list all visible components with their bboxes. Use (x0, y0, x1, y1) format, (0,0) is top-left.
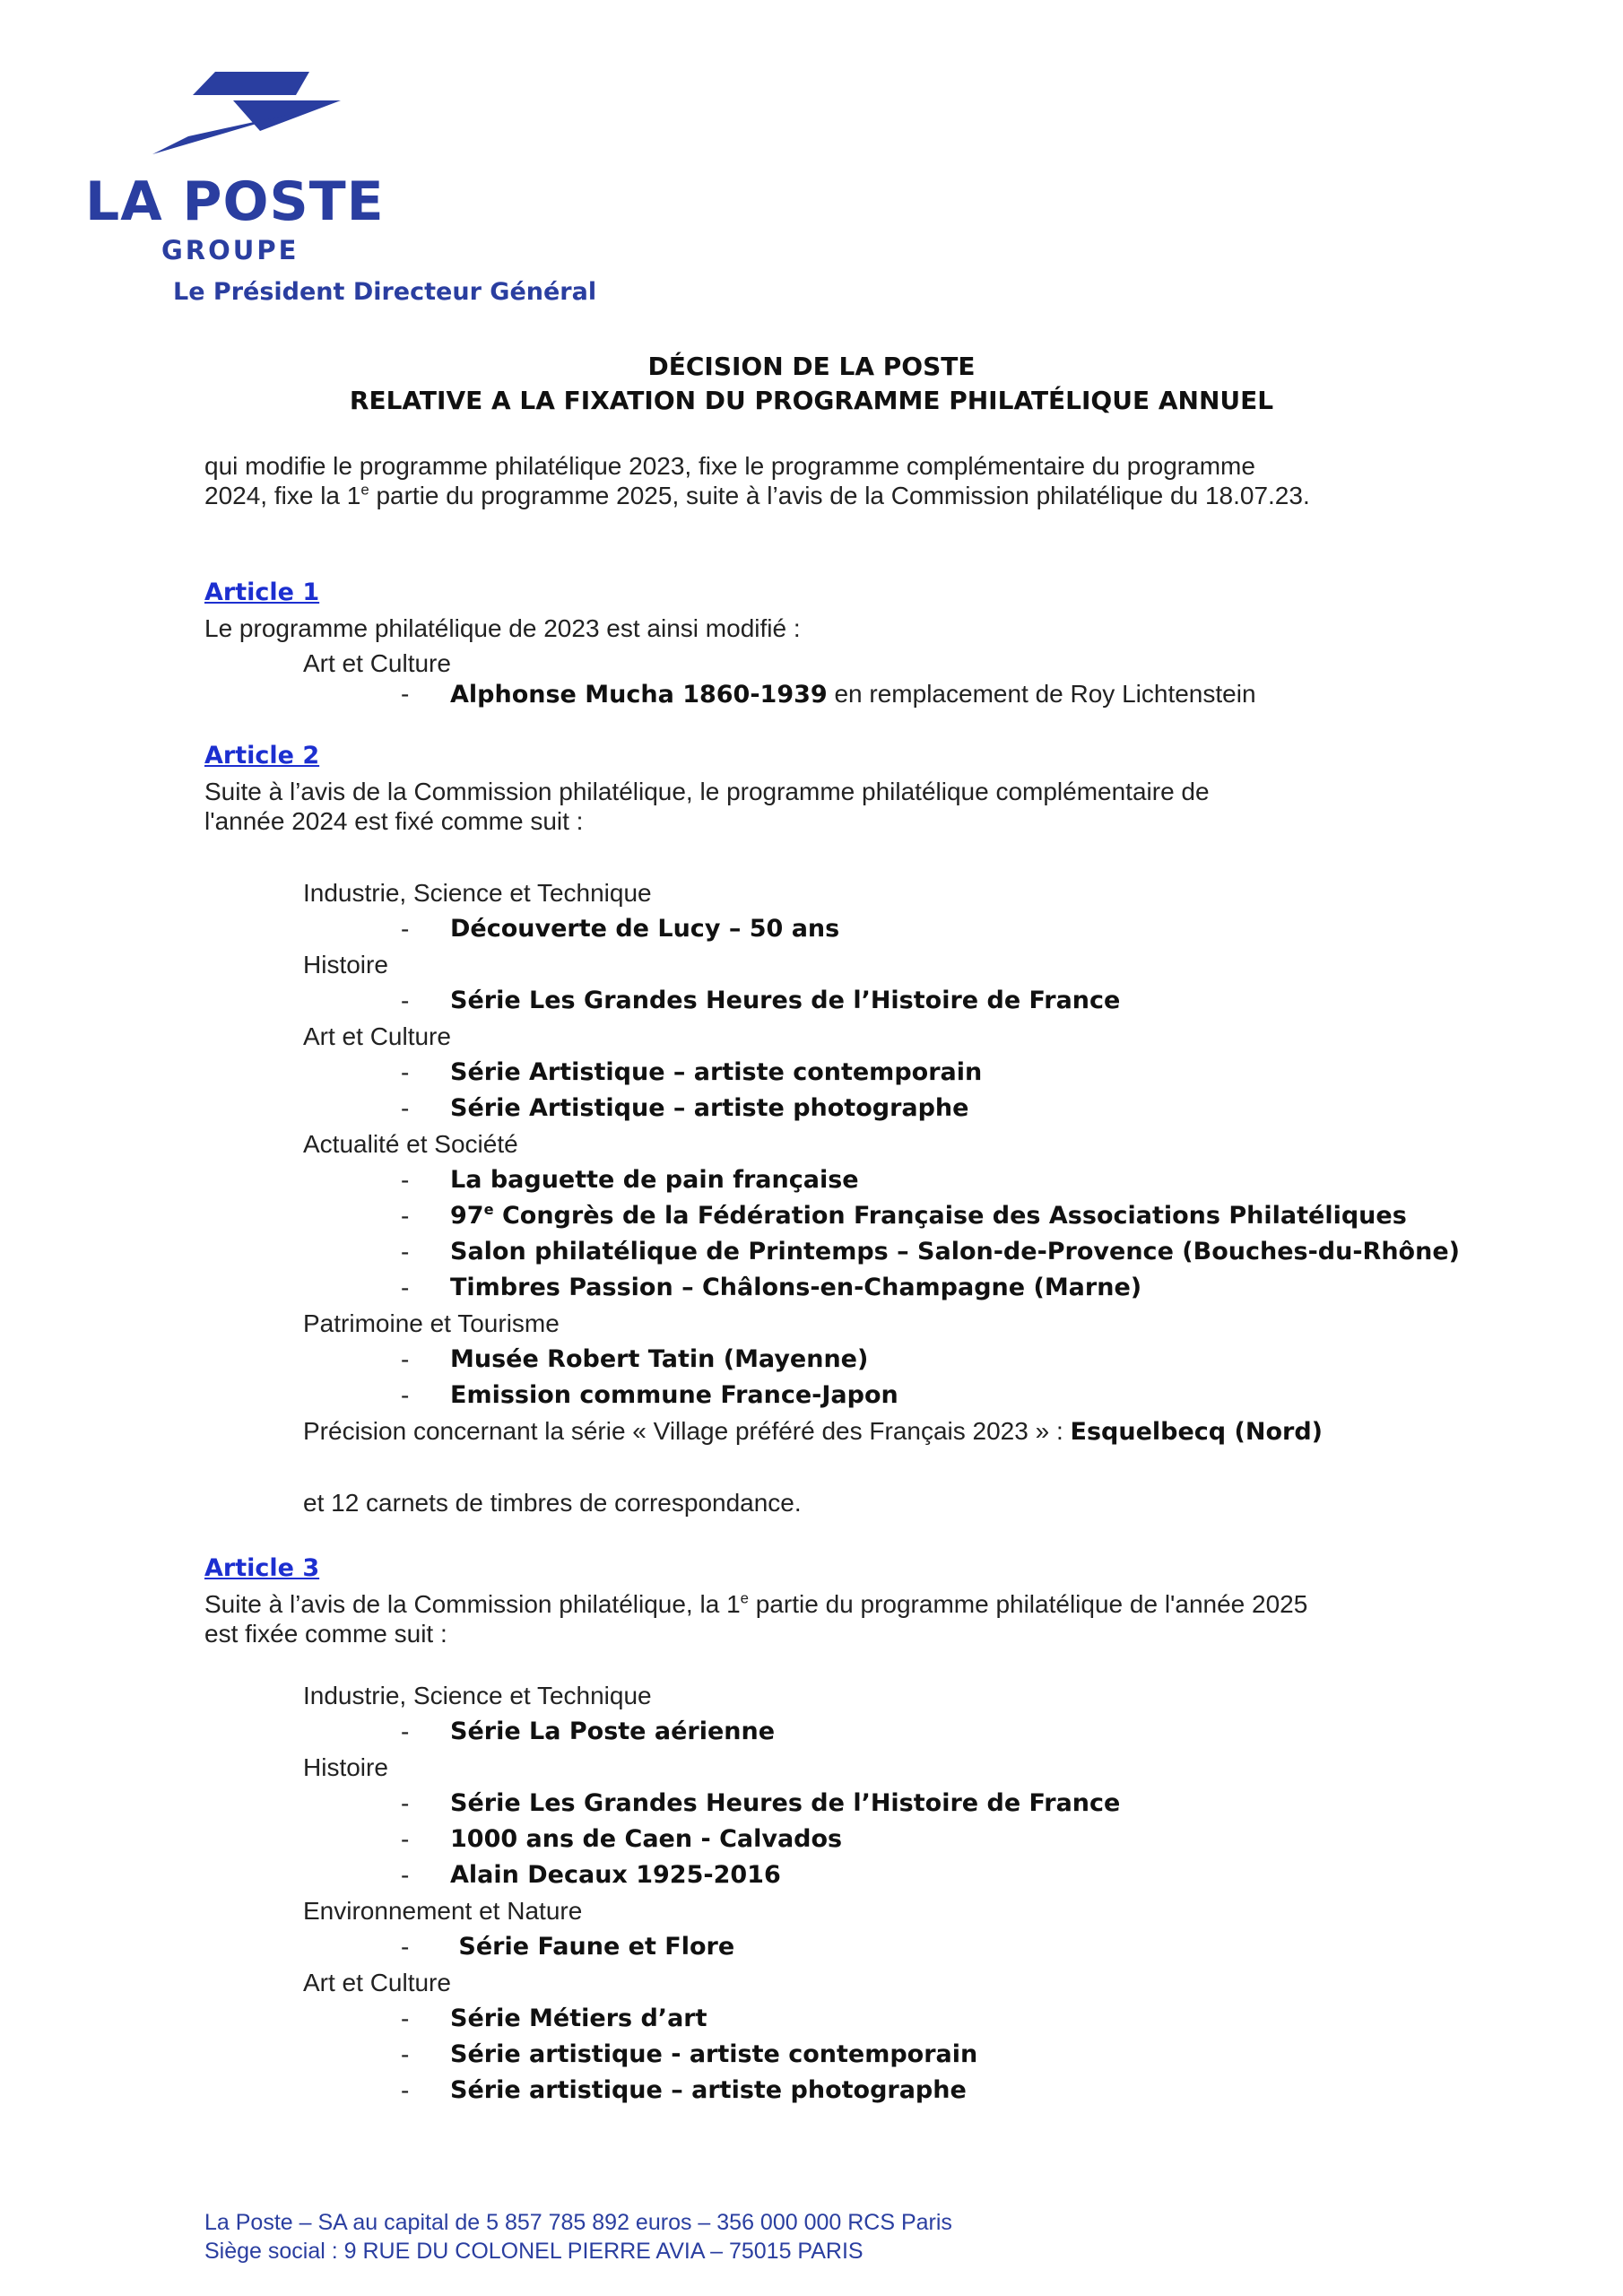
list-item: Salon philatélique de Printemps – Salon-de-Provence (Bouches-du-Rhône) (450, 1238, 1460, 1265)
article-2-category-actualite: Actualité et Société (303, 1130, 518, 1158)
list-dash: - (401, 680, 410, 708)
list-item: Série La Poste aérienne (450, 1718, 776, 1745)
article-3-category-environnement: Environnement et Nature (303, 1897, 583, 1925)
footer-company-info: La Poste – SA au capital de 5 857 785 892 euros – 356 000 000 RCS Paris (204, 2210, 952, 2235)
article-3-category-art: Art et Culture (303, 1969, 451, 1996)
article-1-item: Alphonse Mucha 1860-1939 en remplacement de Roy Lichtenstein (450, 680, 1256, 709)
list-dash: - (401, 1345, 410, 1373)
list-item: Série Les Grandes Heures de l’Histoire de France (450, 987, 1121, 1014)
article-2-category-industrie: Industrie, Science et Technique (303, 879, 652, 907)
list-item: Série Faune et Flore (450, 1933, 735, 1961)
article-2-precision: Précision concernant la série « Village préféré des Français 2023 » : Esquelbecq (Nord) (303, 1417, 1324, 1446)
article-2-category-histoire: Histoire (303, 951, 388, 978)
list-item: Série artistique – artiste photographe (450, 2076, 967, 2104)
list-dash: - (401, 1861, 410, 1889)
list-dash: - (401, 1933, 410, 1961)
list-item: 97e Congrès de la Fédération Française des Associations Philatéliques (450, 1201, 1407, 1230)
signatory-title: Le Président Directeur Général (173, 278, 597, 306)
list-dash: - (401, 2005, 410, 2032)
article-1-category: Art et Culture (303, 649, 451, 677)
list-dash: - (401, 1166, 410, 1194)
list-dash: - (401, 1238, 410, 1265)
list-item: Série Artistique – artiste photographe (450, 1094, 969, 1122)
intro-line1: qui modifie le programme philatélique 2023, fixe le programme complémentaire du programme (204, 452, 1255, 480)
list-dash: - (401, 1718, 410, 1745)
article-3-heading[interactable]: Article 3 (204, 1554, 320, 1582)
list-item: 1000 ans de Caen - Calvados (450, 1825, 843, 1853)
article-2-category-patrimoine: Patrimoine et Tourisme (303, 1309, 560, 1337)
list-dash: - (401, 915, 410, 943)
list-item: Découverte de Lucy – 50 ans (450, 915, 840, 943)
article-3-category-industrie: Industrie, Science et Technique (303, 1682, 652, 1709)
brand-name: LA POSTE (85, 170, 385, 233)
article-2-heading[interactable]: Article 2 (204, 742, 320, 770)
list-item: Alain Decaux 1925-2016 (450, 1861, 781, 1889)
article-2-carnets: et 12 carnets de timbres de correspondance. (303, 1489, 802, 1517)
article-3-text-line2: est fixée comme suit : (204, 1620, 447, 1648)
list-dash: - (401, 1789, 410, 1817)
list-dash: - (401, 2040, 410, 2068)
list-item: Série Métiers d’art (450, 2005, 707, 2032)
list-dash: - (401, 1381, 410, 1409)
list-dash: - (401, 987, 410, 1014)
list-dash: - (401, 1202, 410, 1230)
list-item: Série Les Grandes Heures de l’Histoire de France (450, 1789, 1121, 1817)
footer-address: Siège social : 9 RUE DU COLONEL PIERRE AVIA – 75015 PARIS (204, 2239, 864, 2264)
list-dash: - (401, 1058, 410, 1086)
list-dash: - (401, 2076, 410, 2104)
article-1-text: Le programme philatélique de 2023 est ainsi modifié : (204, 614, 801, 642)
list-item: Emission commune France-Japon (450, 1381, 898, 1409)
list-dash: - (401, 1274, 410, 1301)
decision-title-line1: DÉCISION DE LA POSTE (647, 352, 976, 381)
list-dash: - (401, 1094, 410, 1122)
article-1-heading[interactable]: Article 1 (204, 578, 320, 606)
la-poste-logo-icon (152, 72, 350, 161)
list-dash: - (401, 1825, 410, 1853)
article-2-text-line2: l'année 2024 est fixé comme suit : (204, 807, 584, 835)
list-item: La baguette de pain française (450, 1166, 859, 1194)
decision-title-line2: RELATIVE A LA FIXATION DU PROGRAMME PHILATÉLIQUE ANNUEL (349, 386, 1274, 415)
list-item: Musée Robert Tatin (Mayenne) (450, 1345, 869, 1373)
article-2-category-art: Art et Culture (303, 1022, 451, 1050)
list-item: Série Artistique – artiste contemporain (450, 1058, 983, 1086)
article-3-category-histoire: Histoire (303, 1753, 388, 1781)
intro-line2: 2024, fixe la 1e partie du programme 2025, suite à l’avis de la Commission philatélique du 18.07.23. (204, 481, 1310, 509)
article-2-text-line1: Suite à l’avis de la Commission philatélique, le programme philatélique complémentaire de (204, 778, 1210, 805)
list-item: Série artistique - artiste contemporain (450, 2040, 978, 2068)
brand-subtitle: GROUPE (161, 235, 299, 265)
article-3-text-line1: Suite à l’avis de la Commission philatélique, la 1e partie du programme philatélique de l'année 2025 (204, 1589, 1308, 1618)
list-item: Timbres Passion – Châlons-en-Champagne (Marne) (450, 1274, 1142, 1301)
